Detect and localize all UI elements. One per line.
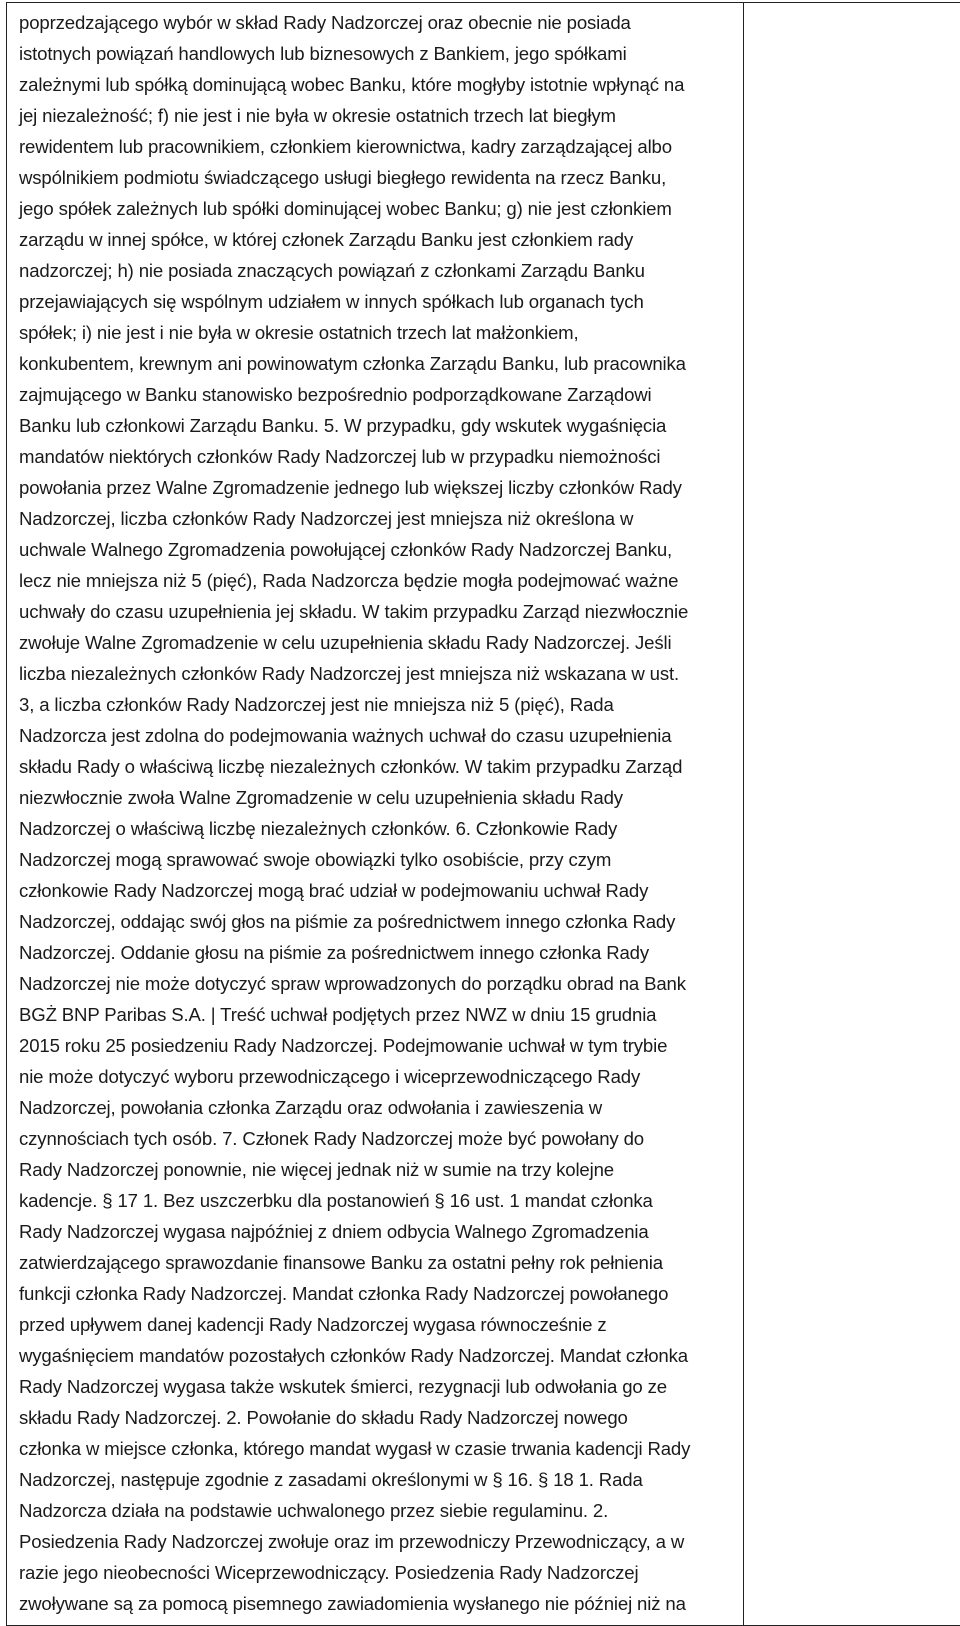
text-line: konkubentem, krewnym ani powinowatym członka Zarządu Banku, lub pracownika [19, 353, 686, 374]
text-line: Nadzorcza działa na podstawie uchwalonego przez siebie regulaminu. 2. [19, 1500, 609, 1521]
text-line: zajmującego w Banku stanowisko bezpośrednio podporządkowane Zarządowi [19, 384, 652, 405]
text-line: zwołuje Walne Zgromadzenie w celu uzupełnienia składu Rady Nadzorczej. Jeśli [19, 632, 672, 653]
text-line: przejawiających się wspólnym udziałem w innych spółkach lub organach tych [19, 291, 644, 312]
text-line: składu Rady Nadzorczej. 2. Powołanie do składu Rady Nadzorczej nowego [19, 1407, 628, 1428]
text-line: niezwłocznie zwoła Walne Zgromadzenie w celu uzupełnienia składu Rady [19, 787, 623, 808]
text-line: nie może dotyczyć wyboru przewodniczącego i wiceprzewodniczącego Rady [19, 1066, 641, 1087]
text-line: 3, a liczba członków Rady Nadzorczej jest nie mniejsza niż 5 (pięć), Rada [19, 694, 614, 715]
text-line: Nadzorczej, następuje zgodnie z zasadami określonymi w § 16. § 18 1. Rada [19, 1469, 643, 1490]
text-line: zależnymi lub spółką dominującą wobec Banku, które mogłyby istotnie wpłynąć na [19, 74, 685, 95]
text-line: wspólnikiem podmiotu świadczącego usługi biegłego rewidenta na rzecz Banku, [19, 167, 667, 188]
text-line: Nadzorczej, oddając swój głos na piśmie za pośrednictwem innego członka Rady [19, 911, 676, 932]
text-line: lecz nie mniejsza niż 5 (pięć), Rada Nadzorcza będzie mogła podejmować ważne [19, 570, 679, 591]
text-line: Nadzorczej nie może dotyczyć spraw wprowadzonych do porządku obrad na Bank [19, 973, 686, 994]
text-line: zarządu w innej spółce, w której członek Zarządu Banku jest członkiem rady [19, 229, 634, 250]
text-line: Nadzorczej, liczba członków Rady Nadzorczej jest mniejsza niż określona w [19, 508, 634, 529]
text-line: Banku lub członkowi Zarządu Banku. 5. W przypadku, gdy wskutek wygaśnięcia [19, 415, 667, 436]
document-body-text [7, 3, 743, 1623]
table-row [7, 3, 960, 1626]
text-line: spółek; i) nie jest i nie była w okresie ostatnich trzech lat małżonkiem, [19, 322, 579, 343]
text-line: Nadzorczej o właściwą liczbę niezależnych członków. 6. Członkowie Rady [19, 818, 618, 839]
text-cell [7, 3, 744, 1626]
text-line: poprzedzającego wybór w skład Rady Nadzorczej oraz obecnie nie posiada [19, 12, 631, 33]
text-line: BGŻ BNP Paribas S.A. | Treść uchwał podjętych przez NWZ w dniu 15 grudnia [19, 1004, 657, 1025]
text-line: członka w miejsce członka, którego mandat wygasł w czasie trwania kadencji Rady [19, 1438, 691, 1459]
text-line: liczba niezależnych członków Rady Nadzorczej jest mniejsza niż wskazana w ust. [19, 663, 680, 684]
text-line: funkcji członka Rady Nadzorczej. Mandat członka Rady Nadzorczej powołanego [19, 1283, 669, 1304]
text-line: Nadzorczej. Oddanie głosu na piśmie za pośrednictwem innego członka Rady [19, 942, 649, 963]
text-line: Posiedzenia Rady Nadzorczej zwołuje oraz im przewodniczy Przewodniczący, a w [19, 1531, 685, 1552]
text-line: jej niezależność; f) nie jest i nie była w okresie ostatnich trzech lat biegłym [19, 105, 616, 126]
text-line: uchwale Walnego Zgromadzenia powołującej członków Rady Nadzorczej Banku, [19, 539, 673, 560]
text-line: Nadzorczej mogą sprawować swoje obowiązki tylko osobiście, przy czym [19, 849, 612, 870]
text-line: Rady Nadzorczej ponownie, nie więcej jednak niż w sumie na trzy kolejne [19, 1159, 614, 1180]
text-line: przed upływem danej kadencji Rady Nadzorczej wygasa równocześnie z [19, 1314, 607, 1335]
text-line: jego spółek zależnych lub spółki dominującej wobec Banku; g) nie jest członkiem [19, 198, 672, 219]
document-table [6, 2, 960, 1626]
text-line: razie jego nieobecności Wiceprzewodniczący. Posiedzenia Rady Nadzorczej [19, 1562, 639, 1583]
text-line: Rady Nadzorczej wygasa najpóźniej z dniem odbycia Walnego Zgromadzenia [19, 1221, 649, 1242]
empty-cell [744, 3, 960, 1626]
text-line: istotnych powiązań handlowych lub biznesowych z Bankiem, jego spółkami [19, 43, 627, 64]
text-line: 2015 roku 25 posiedzeniu Rady Nadzorczej. Podejmowanie uchwał w tym trybie [19, 1035, 668, 1056]
text-line: wygaśnięciem mandatów pozostałych członków Rady Nadzorczej. Mandat członka [19, 1345, 688, 1366]
text-line: Rady Nadzorczej wygasa także wskutek śmierci, rezygnacji lub odwołania go ze [19, 1376, 667, 1397]
text-line: nadzorczej; h) nie posiada znaczących powiązań z członkami Zarządu Banku [19, 260, 645, 281]
text-line: uchwały do czasu uzupełnienia jej składu. W takim przypadku Zarząd niezwłocznie [19, 601, 689, 622]
text-line: kadencje. § 17 1. Bez uszczerbku dla postanowień § 16 ust. 1 mandat członka [19, 1190, 653, 1211]
text-line: mandatów niektórych członków Rady Nadzorczej lub w przypadku niemożności [19, 446, 661, 467]
text-line: zwoływane są za pomocą pisemnego zawiadomienia wysłanego nie później niż na [19, 1593, 686, 1614]
text-line: powołania przez Walne Zgromadzenie jednego lub większej liczby członków Rady [19, 477, 682, 498]
text-line: Nadzorczej, powołania członka Zarządu oraz odwołania i zawieszenia w [19, 1097, 603, 1118]
text-line: Nadzorcza jest zdolna do podejmowania ważnych uchwał do czasu uzupełnienia [19, 725, 672, 746]
text-line: rewidentem lub pracownikiem, członkiem kierownictwa, kadry zarządzającej albo [19, 136, 672, 157]
text-line: składu Rady o właściwą liczbę niezależnych członków. W takim przypadku Zarząd [19, 756, 683, 777]
text-line: czynnościach tych osób. 7. Członek Rady Nadzorczej może być powołany do [19, 1128, 644, 1149]
text-line: zatwierdzającego sprawozdanie finansowe Banku za ostatni pełny rok pełnienia [19, 1252, 663, 1273]
text-line: członkowie Rady Nadzorczej mogą brać udział w podejmowaniu uchwał Rady [19, 880, 649, 901]
